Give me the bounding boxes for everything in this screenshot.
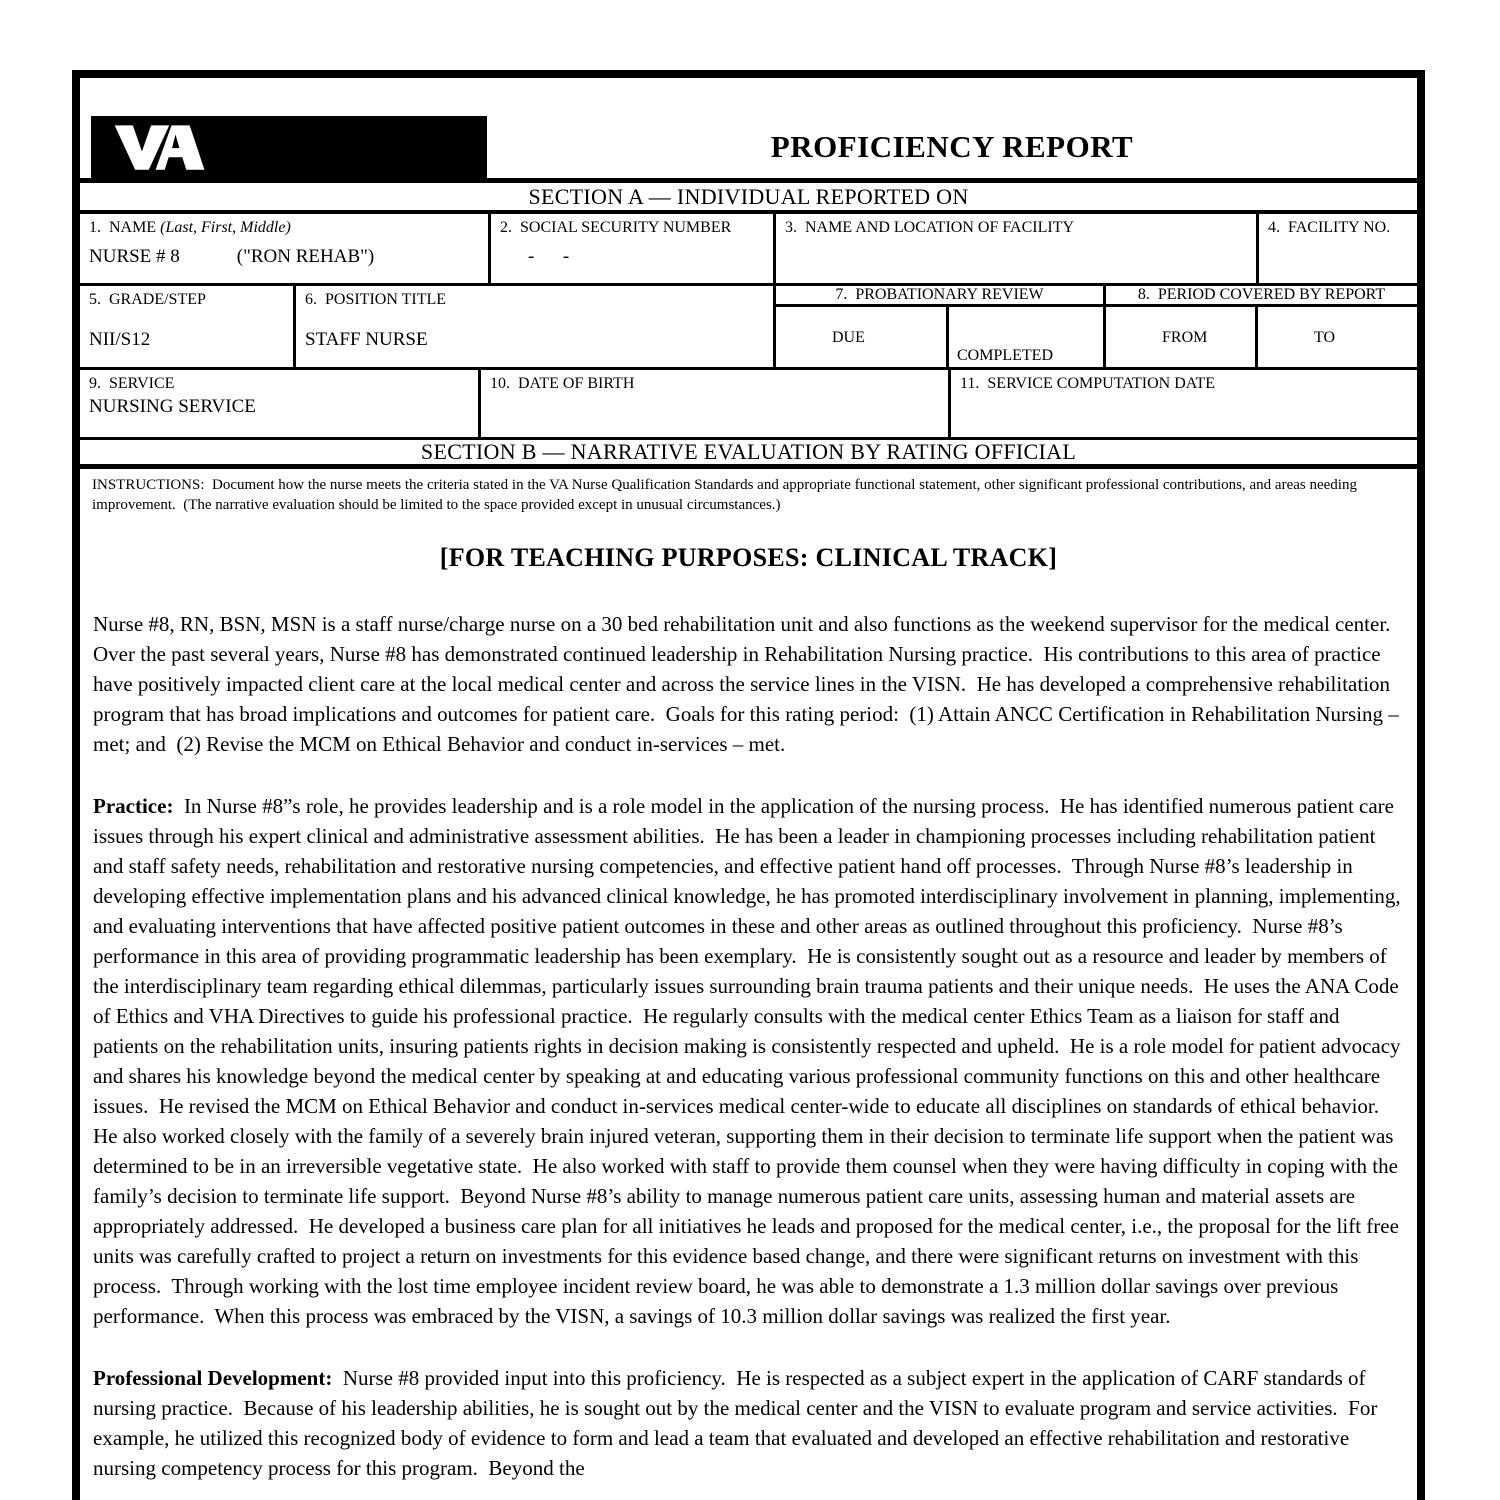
field-service-label: 9. SERVICE [89, 375, 175, 392]
field-probationary-review-label: 7. PROBATIONARY REVIEW [776, 286, 1103, 307]
field-name-value: NURSE # 8 ("RON REHAB") [89, 246, 375, 267]
field-probationary-due-label: DUE [832, 329, 865, 346]
field-service-computation-date-label: 11. SERVICE COMPUTATION DATE [960, 375, 1216, 392]
field-period-from [1106, 307, 1258, 367]
field-position-title [296, 286, 776, 367]
field-facility [776, 214, 1259, 283]
field-name [80, 214, 491, 283]
field-service [80, 370, 481, 437]
period-covered-subcells [1106, 307, 1417, 367]
form-header [80, 78, 1417, 178]
narrative-paragraph-overview: Nurse #8, RN, BSN, MSN is a staff nurse/charge nurse on a 30 bed rehabilitation unit and also functions as the weekend supervisor for the medical center. Over the past several years, Nurse #8 has demonstrated continued leadership in Rehabilitation Nursing practice. His contributions to this area of practice have positively impacted client care at the local medical center and across the service lines in the VISN. He has developed a comprehensive rehabilitation program that has broad implications and outcomes for patient care. Goals for this rating period: (1) Attain ANCC Certification in Rehabilitation Nursing – met; and (2) Revise the MCM on Ethical Behavior and conduct in-services – met. [93, 612, 1405, 756]
field-grade-step-label: 5. GRADE/STEP [89, 291, 206, 308]
field-ssn-value: - - [528, 246, 570, 267]
field-ssn-label: 2. SOCIAL SECURITY NUMBER [500, 219, 732, 236]
field-probationary-due [776, 307, 949, 367]
field-probationary-completed [949, 307, 1103, 367]
field-date-of-birth-label: 10. DATE OF BIRTH [490, 375, 635, 392]
narrative-paragraph-professional-development: Professional Development: Nurse #8 provided input into this proficiency. He is respected as a subject expert in the application of CARF standards of nursing practice. Because of his leadership abilities, he is sought out by the medical center and the VISN to evaluate program and service activities. For example, he utilized this recognized body of evidence to form and lead a team that evaluated and developed an effective rehabilitation and restorative nursing competency process for this program. Beyond the [93, 1366, 1383, 1480]
section-b-heading: SECTION B — NARRATIVE EVALUATION BY RATING OFFICIAL [80, 440, 1417, 469]
field-position-title-label: 6. POSITION TITLE [305, 291, 447, 308]
field-grade-step-value: NII/S12 [89, 329, 151, 350]
field-grade-step [80, 286, 296, 367]
teaching-purposes-note: [FOR TEACHING PURPOSES: CLINICAL TRACK] [439, 543, 1058, 572]
field-service-computation-date [951, 370, 1417, 437]
field-period-to-label: TO [1314, 329, 1336, 346]
field-ssn [491, 214, 776, 283]
probationary-review-subcells [776, 307, 1103, 367]
section-a-row-3 [80, 370, 1417, 440]
field-probationary-completed-label: COMPLETED [957, 347, 1053, 364]
field-period-from-label: FROM [1162, 329, 1208, 346]
narrative-evaluation [80, 573, 1417, 1483]
section-a-row-1 [80, 214, 1417, 286]
field-position-title-value: STAFF NURSE [305, 329, 428, 350]
proficiency-report-form [72, 70, 1425, 1500]
narrative-paragraph-practice: Practice: In Nurse #8”s role, he provides leadership and is a role model in the application of the nursing process. He has identified numerous patient care issues through his expert clinical and administrative assessment abilities. He has been a leader in championing processes including rehabilitation patient and staff safety needs, rehabilitation and restorative nursing competencies, and effective patient hand off processes. Through Nurse #8’s leadership in developing effective implementation plans and his advanced clinical knowledge, he has promoted interdisciplinary involvement in planning, implementing, and evaluating interventions that have affected positive patient outcomes in these and other areas as outlined throughout this proficiency. Nurse #8’s performance in this area of providing programmatic leadership has been exemplary. He is consistently sought out as a resource and leader by members of the interdisciplinary team regarding ethical dilemmas, particularly issues surrounding brain trauma patients and their unique needs. He uses the ANA Code of Ethics and VHA Directives to guide his professional practice. He regularly consults with the medical center Ethics Team as a liaison for staff and patients on the rehabilitation units, insuring patients rights in decision making is consistently respected and upheld. He is a role model for patient advocacy and shares his knowledge beyond the medical center by speaking at and educating various professional community functions on this and other healthcare issues. He revised the MCM on Ethical Behavior and conduct in-services medical center-wide to educate all disciplines on standards of ethical behavior. He also worked closely with the family of a severely brain injured veteran, supporting them in their decision to terminate life support when the patient was determined to be in an irreversible vegetative state. He also worked with staff to provide them counsel when they were having difficulty in coping with the family’s decision to terminate life support. Beyond Nurse #8’s ability to manage numerous patient care units, assessing human and material assets are appropriately addressed. He developed a business care plan for all initiatives he leads and proposed for the medical center, i.e., the proposal for the lift free units was carefully crafted to project a return on investments for this evidence based change, and there were significant returns on investment with this process. Through working with the lost time employee incident review board, he was able to demonstrate a 1.3 million dollar savings over previous performance. When this process was embraced by the VISN, a savings of 10.3 million dollar savings was realized the first year. [93, 794, 1406, 1328]
field-service-value: NURSING SERVICE [89, 396, 256, 417]
field-facility-no [1259, 214, 1417, 283]
instructions-label: INSTRUCTIONS: [92, 477, 205, 493]
field-date-of-birth [481, 370, 951, 437]
section-a-row-2 [80, 286, 1417, 370]
section-a-heading: SECTION A — INDIVIDUAL REPORTED ON [80, 178, 1417, 214]
field-period-covered [1106, 286, 1417, 367]
field-period-to [1258, 307, 1417, 367]
field-period-covered-label: 8. PERIOD COVERED BY REPORT [1106, 286, 1417, 307]
instructions-text: INSTRUCTIONS: Document how the nurse meets the criteria stated in the VA Nurse Qualification Standards and appropriate functional statement, other significant professional contributions, and areas needing improvement. (The narrative evaluation should be limited to the space provided except in unusual circumstances.) [92, 477, 1361, 513]
field-facility-no-label: 4. FACILITY NO. [1268, 219, 1391, 236]
va-logo-bar [91, 116, 487, 178]
field-facility-label: 3. NAME AND LOCATION OF FACILITY [785, 219, 1075, 236]
va-logo-icon [103, 122, 215, 172]
field-name-label: 1. NAME (Last, First, Middle) [89, 219, 291, 236]
field-probationary-review [776, 286, 1106, 367]
page-title: PROFICIENCY REPORT [770, 129, 1134, 164]
title-box [487, 78, 1417, 178]
